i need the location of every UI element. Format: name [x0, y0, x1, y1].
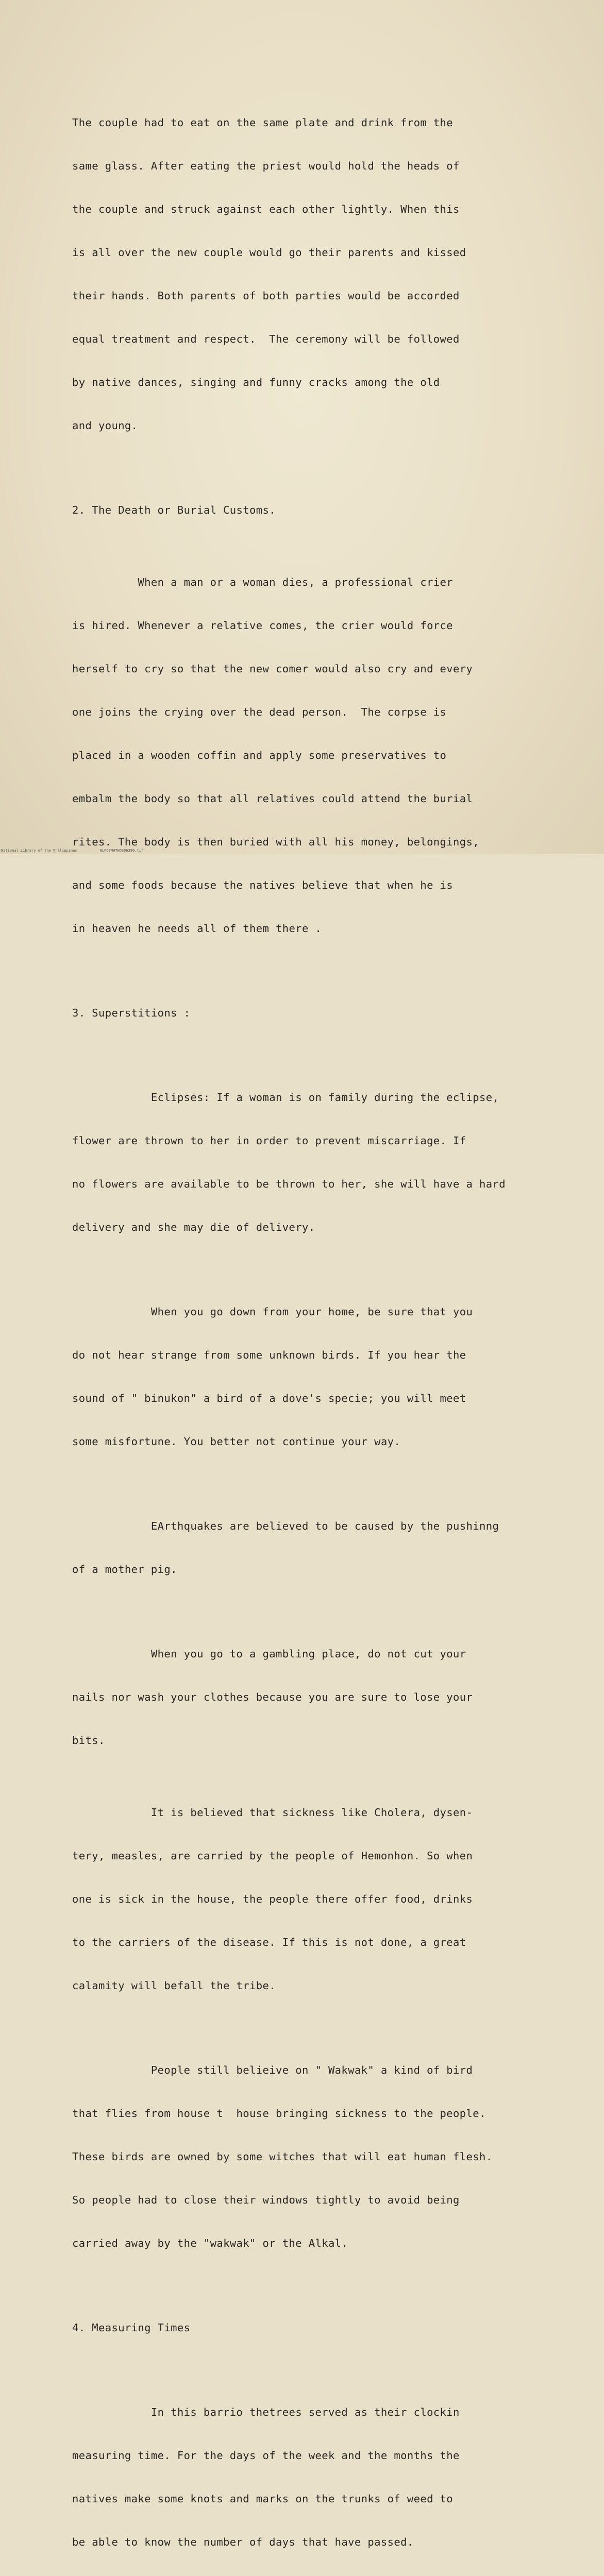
text-line: that flies from house t house bringing sickness to the people. [72, 2107, 486, 2120]
burial-paragraph [72, 546, 582, 964]
text-line: delivery and she may die of delivery. [72, 1221, 315, 1233]
text-line: no flowers are available to be thrown to her, she will have a hard [72, 1178, 506, 1190]
text-line: bits. [72, 1734, 105, 1747]
section-title: 2. The Death or Burial Customs. [72, 504, 276, 516]
birds-paragraph [72, 1276, 582, 1478]
text-line: by native dances, singing and funny cracks among the old [72, 376, 440, 388]
text-line: sound of " binukon" a bird of a dove's specie; you will meet [72, 1392, 466, 1404]
text-line: tery, measles, are carried by the people of Hemonhon. So when [72, 1850, 473, 1862]
text-line: same glass. After eating the priest would hold the heads of [72, 160, 460, 172]
text-line: Eclipses: If a woman is on family during the eclipse, [72, 1091, 499, 1104]
intro-paragraph [72, 87, 582, 462]
section-title: 3. Superstitions : [72, 1007, 191, 1019]
text-line: their hands. Both parents of both parties would be accorded [72, 290, 460, 302]
text-line: and some foods because the natives believe that when he is [72, 879, 454, 891]
section-heading-burial [72, 474, 582, 546]
wakwak-paragraph [72, 2034, 582, 2279]
text-line: When you go to a gambling place, do not cut your [72, 1648, 466, 1660]
text-line: is hired. Whenever a relative comes, the crier would force [72, 619, 454, 632]
text-line: carried away by the "wakwak" or the Alkal. [72, 2237, 348, 2249]
text-line: one joins the crying over the dead person. The corpse is [72, 706, 447, 718]
text-line: EArthquakes are believed to be caused by the pushinng [72, 1520, 499, 1532]
text-line: These birds are owned by some witches that will eat human flesh. [72, 2150, 493, 2163]
text-line: in heaven he needs all of them there . [72, 922, 322, 935]
text-line: natives make some knots and marks on the trunks of weed to [72, 2493, 454, 2505]
typed-text-body [72, 87, 582, 2576]
text-line: When you go down from your home, be sure that you [72, 1306, 473, 1318]
text-line: some misfortune. You better not continue your way. [72, 1435, 401, 1448]
text-line: nails nor wash your clothes because you are sure to lose your [72, 1691, 473, 1703]
text-line: The couple had to eat on the same plate and drink from the [72, 116, 454, 129]
text-line: rites. The body is then buried with all his money, belongings, [72, 836, 480, 848]
text-line: herself to cry so that the new comer would also cry and every [72, 663, 473, 675]
text-line: one is sick in the house, the people there offer food, drinks [72, 1893, 473, 1905]
text-line: placed in a wooden coffin and apply some preservatives to [72, 749, 447, 761]
text-line: So people had to close their windows tightly to avoid being [72, 2194, 460, 2206]
text-line: of a mother pig. [72, 1563, 177, 1575]
text-line: embalm the body so that all relatives could attend the burial [72, 792, 473, 805]
text-line: and young. [72, 419, 138, 432]
sickness-paragraph [72, 1776, 582, 2022]
text-line: equal treatment and respect. The ceremony will be followed [72, 333, 460, 345]
text-line: In this barrio thetrees served as their clockin [72, 2406, 460, 2418]
section-title: 4. Measuring Times [72, 2321, 191, 2334]
measuring-time-paragraph [72, 2376, 582, 2576]
footer-source: National Library of the Philippines [1, 849, 77, 853]
footer-filename: HLPOSMHTHOS06390.tif [99, 849, 144, 853]
earthquake-paragraph [72, 1490, 582, 1605]
section-heading-superstitions [72, 977, 582, 1049]
text-line: do not hear strange from some unknown birds. If you hear the [72, 1349, 466, 1361]
section-heading-measuring-time [72, 2292, 582, 2364]
text-line: People still belieive on " Wakwak" a kind of bird [72, 2064, 473, 2076]
text-line: measuring time. For the days of the week and the months the [72, 2449, 460, 2462]
text-line: When a man or a woman dies, a professional crier [72, 576, 454, 588]
text-line: to the carriers of the disease. If this is not done, a great [72, 1936, 466, 1948]
scan-footer [0, 847, 604, 854]
text-line: the couple and struck against each other lightly. When this [72, 203, 460, 215]
eclipse-paragraph [72, 1061, 582, 1263]
text-line: It is believed that sickness like Cholera, dysen- [72, 1806, 473, 1819]
text-line: be able to know the number of days that have passed. [72, 2536, 414, 2548]
text-line: calamity will befall the tribe. [72, 1979, 276, 1992]
text-line: flower are thrown to her in order to prevent miscarriage. If [72, 1134, 466, 1147]
text-line: is all over the new couple would go their parents and kissed [72, 246, 466, 259]
gambling-paragraph [72, 1618, 582, 1776]
